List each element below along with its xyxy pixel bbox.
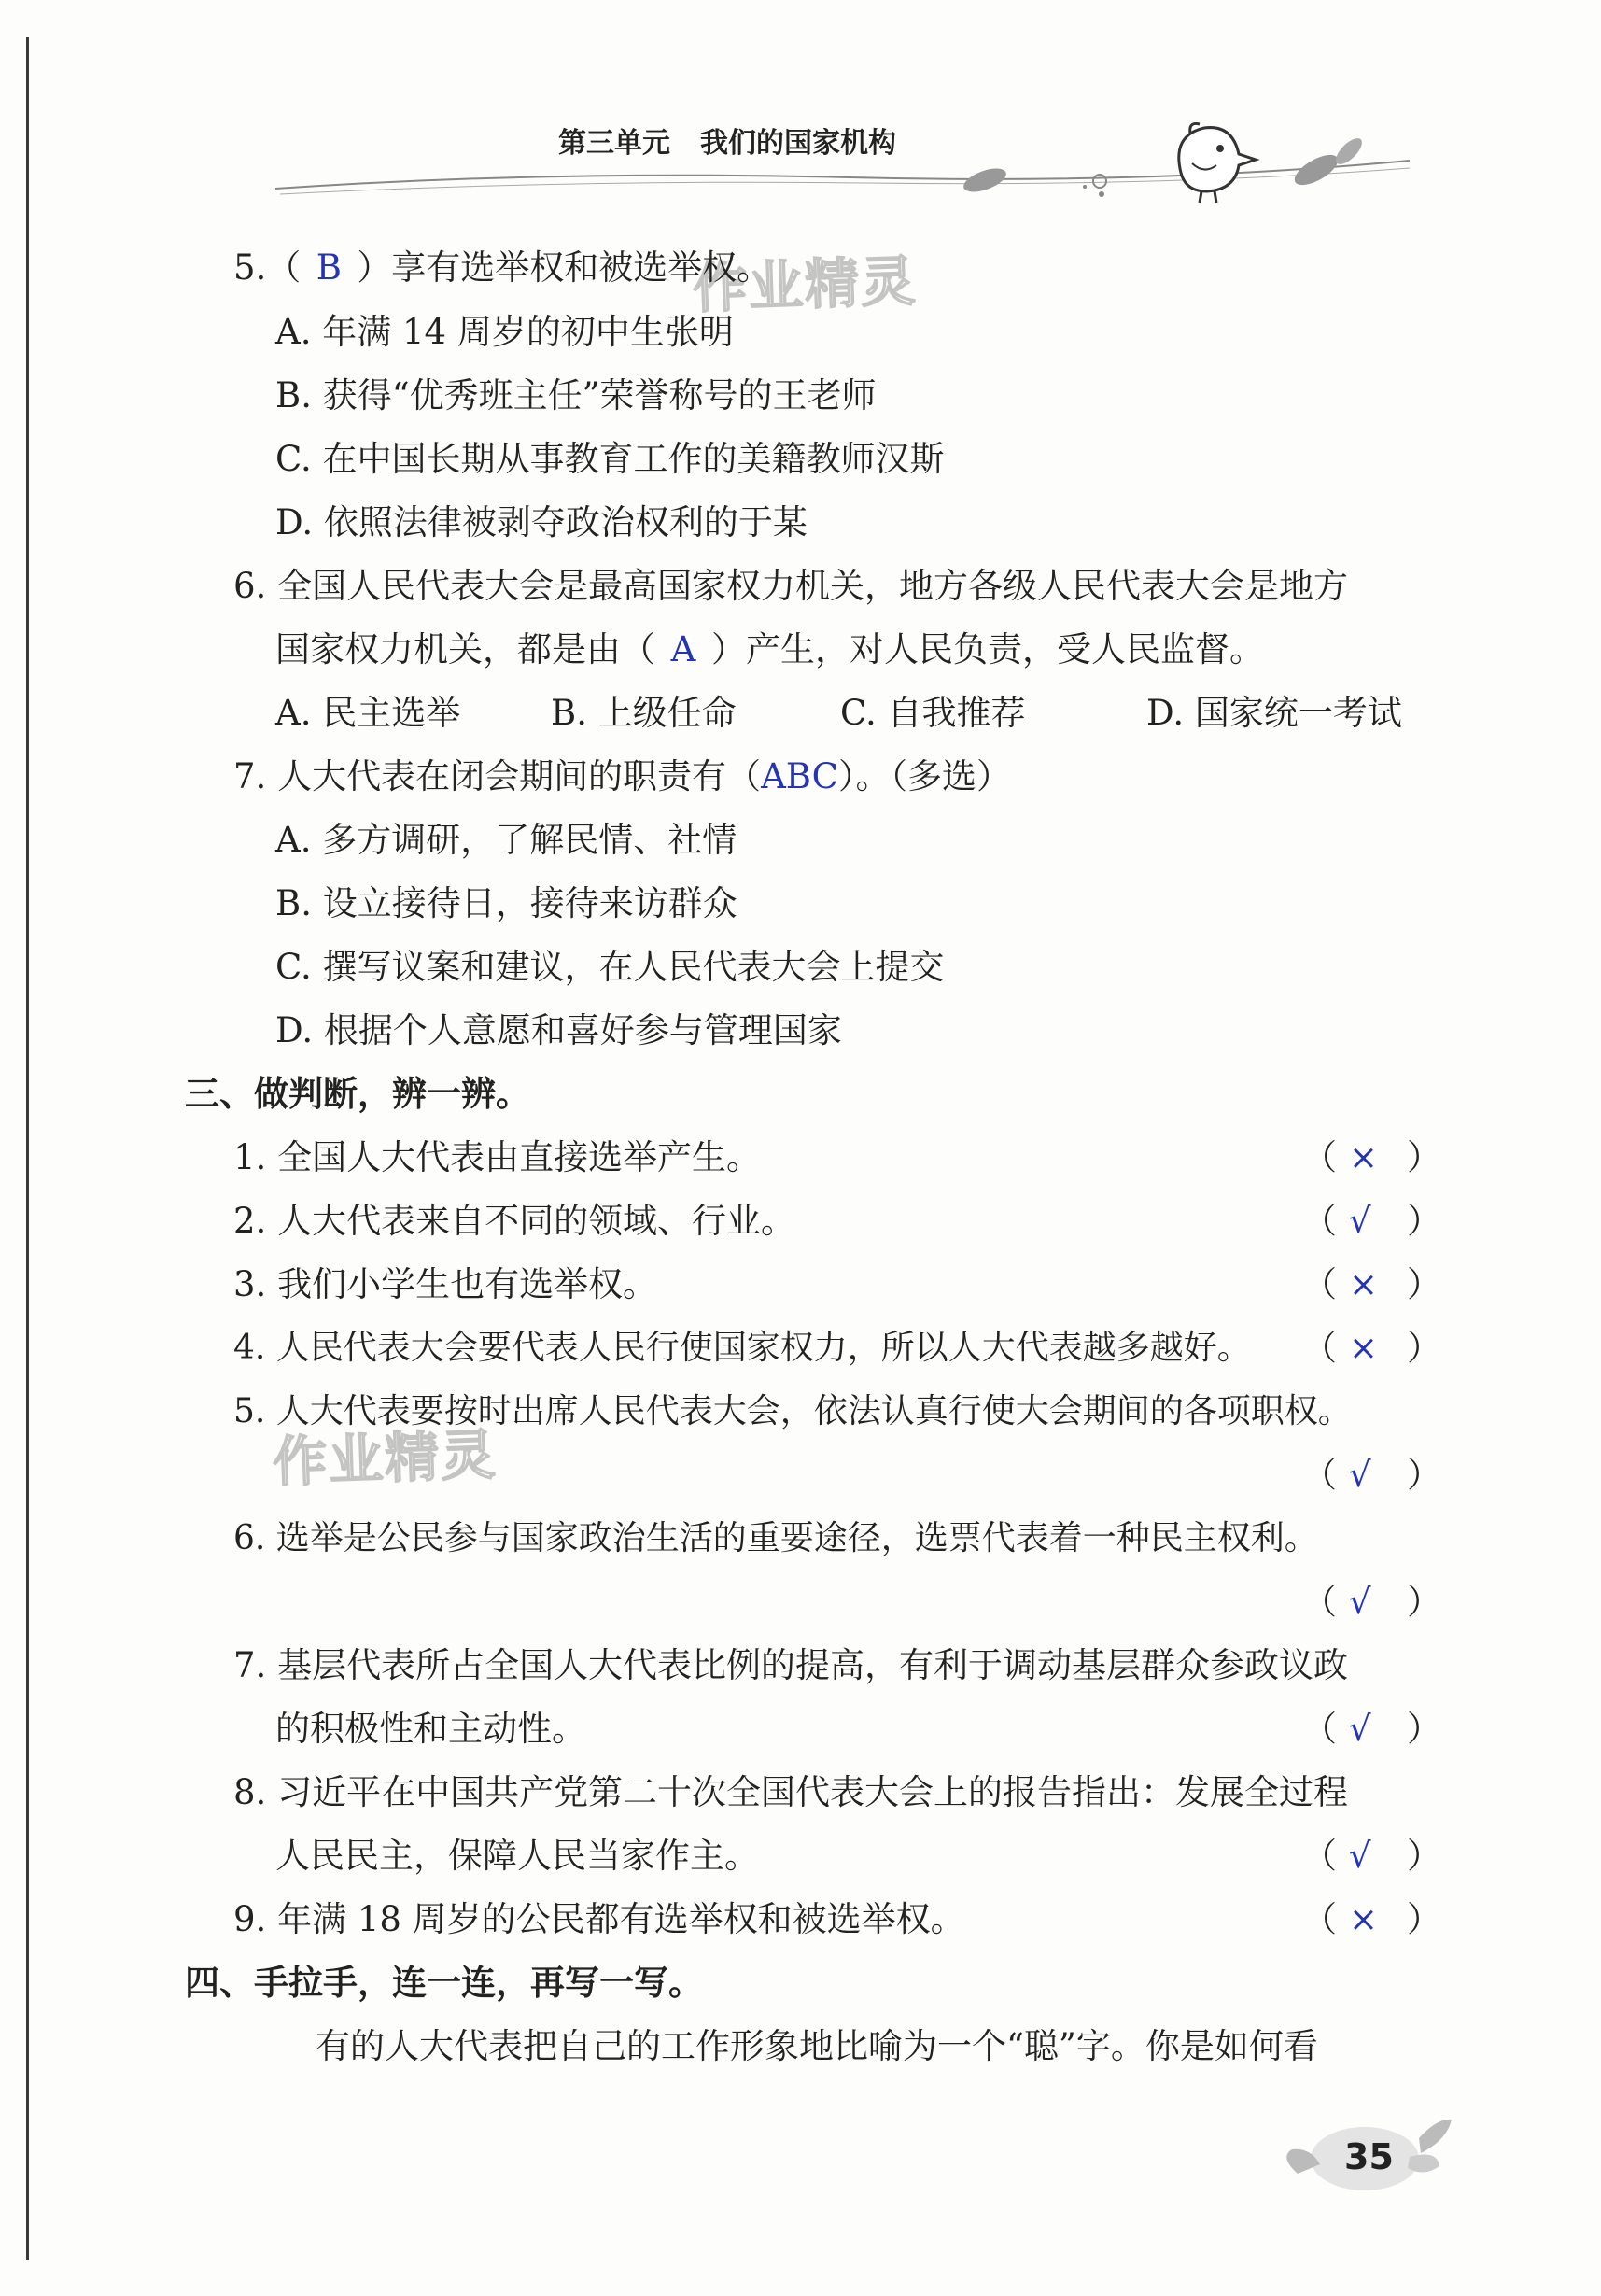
q7-option-b: B. 设立接待日，接待来访群众: [275, 883, 737, 923]
q5-option-d: D. 依照法律被剥夺政治权利的于某: [275, 502, 808, 542]
page-binding-edge: [26, 37, 29, 2260]
q6-option-a: A. 民主选举: [275, 693, 461, 733]
watermark-top: 作业精灵: [692, 248, 919, 321]
judge-item-8-line1: 8. 习近平在中国共产党第二十次全国代表大会上的报告指出：发展全过程: [233, 1772, 1349, 1812]
judge-item-1: 1. 全国人大代表由直接选举产生。: [233, 1137, 762, 1177]
unit-title: 我们的国家机构: [700, 127, 896, 160]
q7-option-d: D. 根据个人意愿和喜好参与管理国家: [275, 1010, 842, 1050]
q6-option-c: C. 自我推荐: [840, 693, 1026, 733]
q7-option-a: A. 多方调研，了解民情、社情: [275, 820, 737, 860]
q7-answer: ABC: [761, 756, 838, 796]
judge-item-9: 9. 年满 18 周岁的公民都有选举权和被选举权。: [233, 1899, 965, 1939]
judge-item-5: 5. 人大代表要按时出席人民代表大会，依法认真行使大会期间的各项职权。: [233, 1392, 1352, 1430]
q6-answer: A: [670, 629, 696, 669]
judge-item-8-line2: 人民民主，保障人民当家作主。: [275, 1836, 759, 1876]
q5-option-a: A. 年满 14 周岁的初中生张明: [275, 312, 734, 352]
bird-icon: [1162, 117, 1265, 205]
question-6-stem-line1: 6. 全国人民代表大会是最高国家权力机关，地方各级人民代表大会是地方: [233, 566, 1349, 606]
q6-option-b: B. 上级任命: [551, 693, 737, 733]
question-5-stem: 5.（ B ）享有选举权和被选举权。: [233, 245, 771, 291]
judge-item-2: 2. 人大代表来自不同的领域、行业。: [233, 1201, 796, 1241]
question-7-stem: 7. 人大代表在闭会期间的职责有（ABC）。（多选）: [233, 756, 1011, 796]
page-number: 35: [1344, 2136, 1394, 2177]
q5-answer: B: [316, 247, 342, 288]
judge-item-7-line2: 的积极性和主动性。: [275, 1709, 586, 1749]
judge-item-7-line1: 7. 基层代表所占全国人大代表比例的提高，有利于调动基层群众参政议政: [233, 1645, 1349, 1685]
section-4-text: 有的人大代表把自己的工作形象地比喻为一个“聪”字。你是如何看: [316, 2026, 1318, 2066]
section-4-heading: 四、手拉手，连一连，再写一写。: [185, 1963, 703, 2003]
q7-option-c: C. 撰写议案和建议，在人民代表大会上提交: [275, 947, 945, 987]
judge-item-3: 3. 我们小学生也有选举权。: [233, 1264, 658, 1304]
question-6-stem-line2: 国家权力机关，都是由（ A ）产生，对人民负责，受人民监督。: [275, 627, 1264, 673]
judge-item-4: 4. 人民代表大会要代表人民行使国家权力，所以人大代表越多越好。: [233, 1329, 1251, 1367]
q5-option-b: B. 获得“优秀班主任”荣誉称号的王老师: [275, 375, 877, 416]
q6-option-d: D. 国家统一考试: [1146, 693, 1402, 733]
watermark-middle: 作业精灵: [272, 1422, 499, 1495]
unit-label: 第三单元: [558, 127, 670, 160]
judge-item-6: 6. 选举是公民参与国家政治生活的重要途径，选票代表着一种民主权利。: [233, 1519, 1318, 1557]
section-3-heading: 三、做判断，辨一辨。: [185, 1074, 530, 1114]
q5-option-c: C. 在中国长期从事教育工作的美籍教师汉斯: [275, 439, 945, 479]
